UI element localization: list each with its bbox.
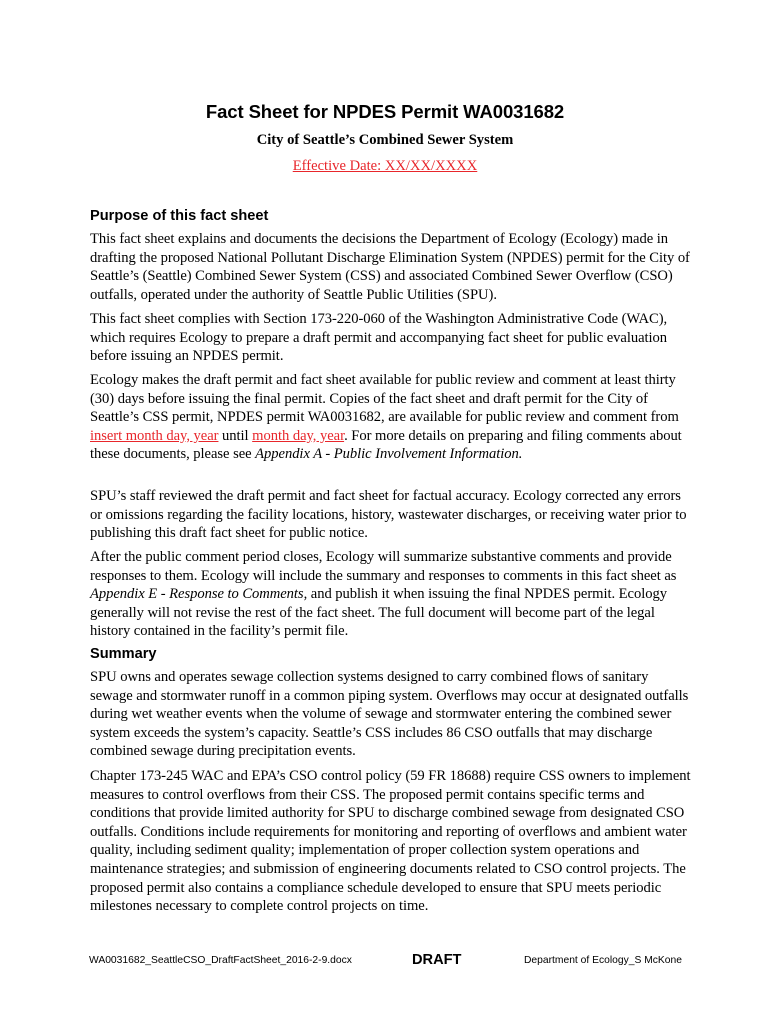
footer-filename: WA0031682_SeattleCSO_DraftFactSheet_2016-2-9.docx (89, 955, 352, 966)
purpose-paragraph-1: This fact sheet explains and documents the decisions the Department of Ecology (Ecology) made in drafting the proposed National Pollutant Discharge Elimination System (NPDES) permit for the City of Seattle’s (Seattle) Combined Sewer System (CSS) and associated Combined Sewer Overflow (CSO) outfalls, operated under the authority of Seattle Public Utilities (SPU). (90, 231, 690, 303)
purpose-paragraph-2: This fact sheet complies with Section 173-220-060 of the Washington Administrative Code (WAC), which requires Ecology to prepare a draft permit and accompanying fact sheet for public evaluation before issuing an NPDES permit. (90, 311, 668, 365)
summary-paragraph-2: Chapter 173-245 WAC and EPA’s CSO control policy (59 FR 18688) require CSS owners to implement measures to control overflows from their CSS. The proposed permit contains specific terms and conditions that provide limited authority for SPU to discharge combined sewage from designated CSO outfalls. Conditions include requirements for monitoring and reporting of overflows and ambient water quality, including sediment quality; implementation of proper collection system operations and maintenance strategies; and submission of engineering documents related to CSO control projects. The proposed permit also contains a compliance schedule developed to ensure that SPU meets periodic milestones necessary to complete control projects on time. (90, 768, 691, 915)
footer-author: Department of Ecology_S McKone (524, 955, 682, 966)
p3-text-1: Ecology makes the draft permit and fact sheet available for public review and comment at least thirty (30) days before issuing the final permit. Copies of the fact sheet and draft permit for the City of Seattle’s CSS permit, NPDES permit WA0031682, are available for public review and comment from (90, 372, 679, 426)
document-title: Fact Sheet for NPDES Permit WA0031682 (205, 101, 565, 122)
p5-text-2: , and publish it when issuing the final NPDES permit. Ecology generally will not revise the rest of the fact sheet. The full document will become part of the legal history contained in the facility’s permit file. (90, 586, 667, 640)
comment-start-date-placeholder[interactable]: insert month day, year (90, 427, 219, 444)
purpose-paragraph-3 (90, 371, 692, 464)
appendix-a-reference: Appendix A - Public Involvement Information. (255, 446, 523, 463)
heading-purpose: Purpose of this fact sheet (90, 208, 269, 224)
appendix-e-reference: Appendix E - Response to Comments (90, 586, 304, 603)
p3-text-2: until (218, 427, 253, 444)
p5-text-1: After the public comment period closes, Ecology will summarize substantive comments and provide responses to them. Ecology will include the summary and responses to comments in this fact sheet as (90, 549, 677, 584)
footer-draft-label: DRAFT (412, 952, 462, 968)
purpose-paragraph-4: SPU’s staff reviewed the draft permit and fact sheet for factual accuracy. Ecology corrected any errors or omissions regarding the facility locations, history, wastewater discharges, or receiving water prior to publishing this draft fact sheet for public notice. (90, 488, 687, 542)
effective-date-text: Effective Date: XX/XX/XXXX (292, 158, 478, 174)
p3-text-3: . For more details on preparing and filing comments about these documents, please see (90, 427, 682, 463)
heading-summary: Summary (90, 646, 157, 662)
document-subtitle: City of Seattle’s Combined Sewer System (256, 132, 514, 148)
effective-date (0, 157, 770, 175)
purpose-paragraph-5 (90, 548, 692, 641)
comment-end-date-placeholder[interactable]: month day, year (252, 427, 345, 444)
summary-paragraph-1: SPU owns and operates sewage collection systems designed to carry combined flows of sanitary sewage and stormwater runoff in a common piping system. Overflows may occur at designated outfalls during wet weather events when the volume of sewage and stormwater entering the combined sewer system exceeds the system’s capacity. Seattle’s CSS includes 86 CSO outfalls that may discharge combined sewage during precipitation events. (90, 669, 689, 760)
